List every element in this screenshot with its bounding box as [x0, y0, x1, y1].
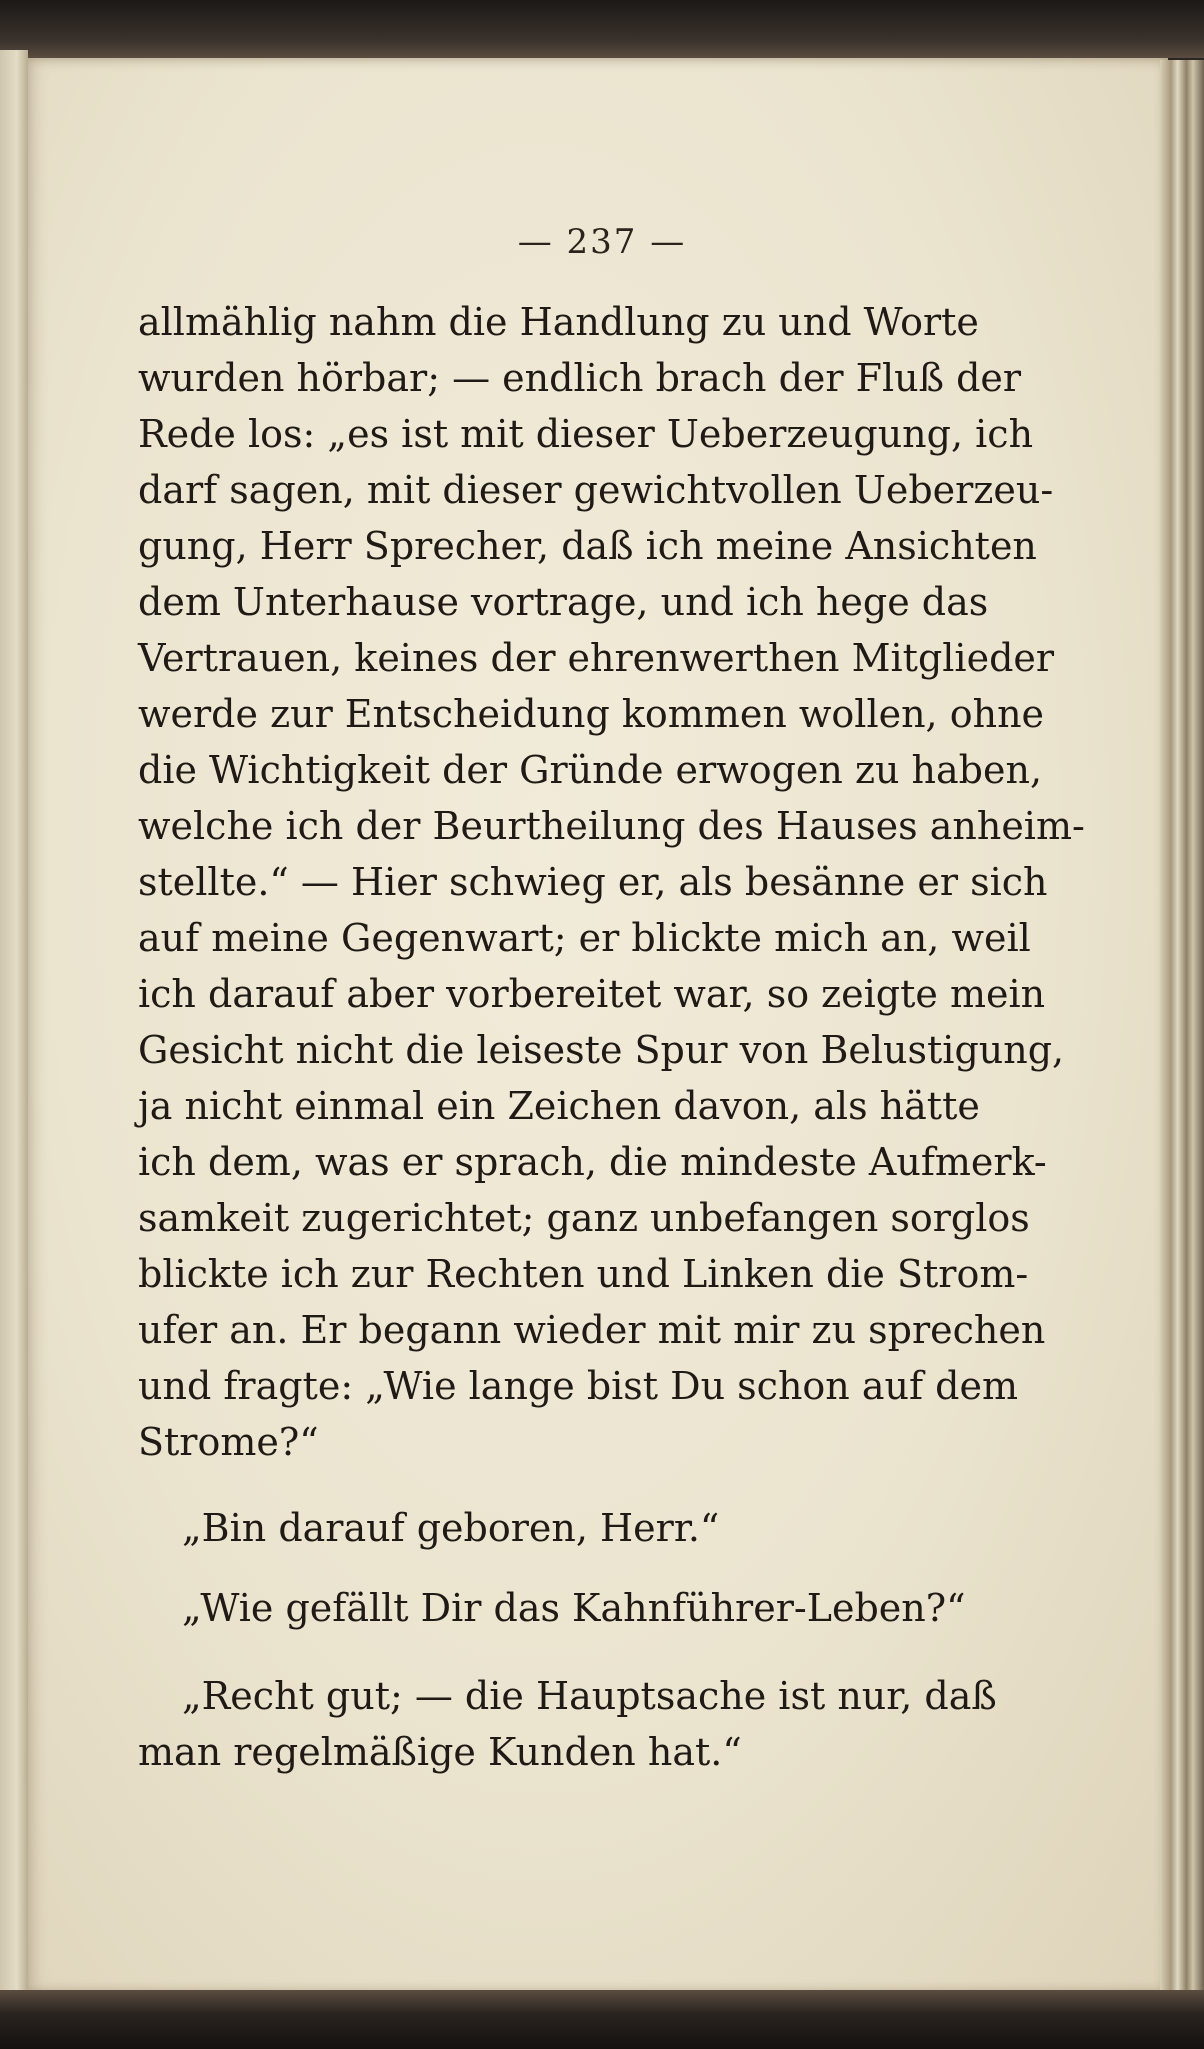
text-line: wurden hörbar; — endlich brach der Fluß der [138, 356, 1022, 400]
text-line: auf meine Gegenwart; er blickte mich an, weil [138, 916, 1031, 960]
text-line: stellte.“ — Hier schwieg er, als besänne er sich [138, 860, 1048, 904]
text-line: Strome?“ [138, 1420, 319, 1464]
text-line: ich dem, was er sprach, die mindeste Aufmerk- [138, 1140, 1047, 1184]
page-number: — 237 — [517, 222, 687, 262]
text-line: man regelmäßige Kunden hat.“ [138, 1730, 742, 1774]
text-line: gung, Herr Sprecher, daß ich meine Ansichten [138, 524, 1037, 568]
text-line: ja nicht einmal ein Zeichen davon, als hätte [138, 1084, 980, 1128]
text-line: darf sagen, mit dieser gewichtvollen Ueberzeu- [138, 468, 1054, 512]
text-line: Rede los: „es ist mit dieser Ueberzeugung, ich [138, 412, 1034, 456]
text-line: Vertrauen, keines der ehrenwerthen Mitglieder [138, 636, 1055, 680]
text-line: Gesicht nicht die leiseste Spur von Belustigung, [138, 1028, 1065, 1072]
text-line: und fragte: „Wie lange bist Du schon auf dem [138, 1364, 1018, 1408]
text-line: ich darauf aber vorbereitet war, so zeigte mein [138, 972, 1046, 1016]
facing-page-edge [0, 50, 28, 2000]
dialogue-line: „Recht gut; — die Hauptsache ist nur, daß [182, 1674, 997, 1718]
book-binding-bottom [0, 1990, 1204, 2049]
text-line: die Wichtigkeit der Gründe erwogen zu haben, [138, 748, 1043, 792]
text-line: werde zur Entscheidung kommen wollen, ohne [138, 692, 1045, 736]
text-line: samkeit zugerichtet; ganz unbefangen sorglos [138, 1196, 1030, 1240]
text-line: dem Unterhause vortrage, und ich hege das [138, 580, 989, 624]
dialogue-line: „Wie gefällt Dir das Kahnführer-Leben?“ [182, 1586, 966, 1630]
text-line: allmählig nahm die Handlung zu und Worte [138, 300, 979, 344]
page-edges-right [1160, 60, 1204, 1995]
dialogue-line: „Bin darauf geboren, Herr.“ [182, 1506, 720, 1550]
text-line: ufer an. Er begann wieder mit mir zu sprechen [138, 1308, 1046, 1352]
book-binding-top [0, 0, 1204, 58]
text-line: welche ich der Beurtheilung des Hauses anheim- [138, 804, 1085, 848]
text-line: blickte ich zur Rechten und Linken die Strom- [138, 1252, 1029, 1296]
